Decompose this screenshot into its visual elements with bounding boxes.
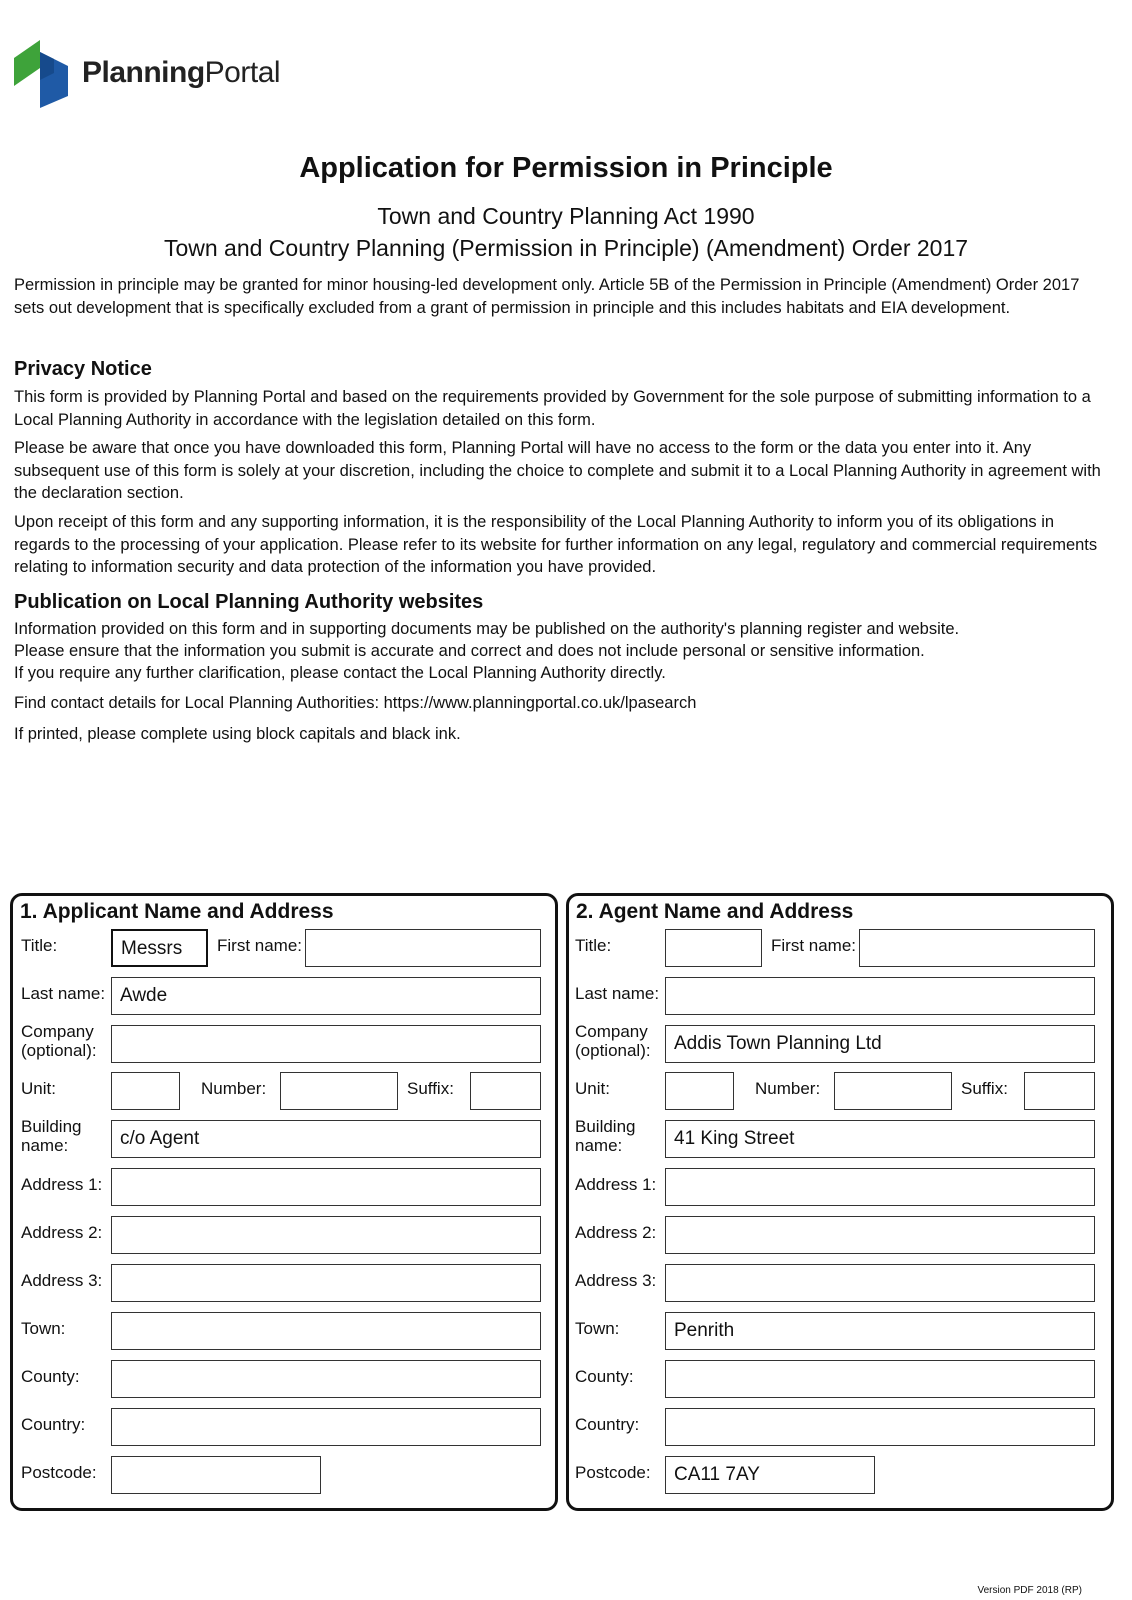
agent-number-field[interactable]: [834, 1072, 952, 1110]
form-subtitle-order: Town and Country Planning (Permission in Principle) (Amendment) Order 2017: [163, 235, 969, 261]
applicant-unit-field[interactable]: [111, 1072, 180, 1110]
agent-address2-label: Address 2:: [575, 1223, 657, 1242]
applicant-suffix-label: Suffix:: [407, 1079, 454, 1098]
privacy-paragraph-1: This form is provided by Planning Portal and based on the requirements provided by Government for the sole purpose of submitting information to a Local Planning Authority in accordance with the legislation detailed on this form.: [14, 388, 1091, 429]
agent-town-field[interactable]: Penrith: [665, 1312, 1095, 1350]
applicant-postcode-label: Postcode:: [21, 1463, 97, 1482]
applicant-address3-label: Address 3:: [21, 1271, 103, 1290]
agent-company-label: Company (optional):: [575, 1022, 651, 1060]
applicant-county-label: County:: [21, 1367, 80, 1386]
applicant-postcode-field[interactable]: [111, 1456, 321, 1494]
applicant-country-field[interactable]: [111, 1408, 541, 1446]
applicant-unit-label: Unit:: [21, 1079, 56, 1098]
publication-heading: Publication on Local Planning Authority websites: [14, 591, 484, 613]
privacy-paragraph-2: Please be aware that once you have downloaded this form, Planning Portal will have no access to the form or the data you enter into it. Any subsequent use of this form is solely at your discretion, including the choice to complete and submit it to a Local Planning Authority in agreement with the declaration section.: [14, 439, 1101, 502]
agent-unit-field[interactable]: [665, 1072, 734, 1110]
applicant-county-field[interactable]: [111, 1360, 541, 1398]
applicant-address1-field[interactable]: [111, 1168, 541, 1206]
agent-address3-label: Address 3:: [575, 1271, 657, 1290]
agent-number-label: Number:: [755, 1079, 821, 1098]
planning-portal-logo: [10, 38, 290, 110]
privacy-paragraph-3: Upon receipt of this form and any supporting information, it is the responsibility of the Local Planning Authority to inform you of its obligations in regards to the processing of your application. Please refer to its website for further information on any legal, regulatory and commercial requirements relating to information security and data protection of the information you have provided.: [14, 513, 1098, 576]
privacy-heading: Privacy Notice: [14, 358, 152, 380]
publication-line-2: Please ensure that the information you submit is accurate and correct and does not include personal or sensitive information.: [14, 642, 925, 660]
agent-title-field[interactable]: [665, 929, 762, 967]
applicant-address1-label: Address 1:: [21, 1175, 103, 1194]
applicant-address3-field[interactable]: [111, 1264, 541, 1302]
applicant-first-name-field[interactable]: [305, 929, 541, 967]
version-label: Version PDF 2018 (RP): [977, 1585, 1082, 1596]
agent-country-field[interactable]: [665, 1408, 1095, 1446]
applicant-company-label: Company (optional):: [21, 1022, 97, 1060]
agent-country-label: Country:: [575, 1415, 640, 1434]
agent-suffix-field[interactable]: [1024, 1072, 1095, 1110]
agent-company-field[interactable]: Addis Town Planning Ltd: [665, 1025, 1095, 1063]
applicant-address2-label: Address 2:: [21, 1223, 103, 1242]
agent-panel-heading: 2. Agent Name and Address: [576, 900, 854, 923]
logo-wordmark: PlanningPortal: [82, 56, 281, 89]
applicant-town-label: Town:: [21, 1319, 66, 1338]
agent-building-field[interactable]: 41 King Street: [665, 1120, 1095, 1158]
agent-title-label: Title:: [575, 936, 612, 955]
applicant-suffix-field[interactable]: [470, 1072, 541, 1110]
agent-postcode-field[interactable]: CA11 7AY: [665, 1456, 875, 1494]
applicant-number-field[interactable]: [280, 1072, 398, 1110]
applicant-title-label: Title:: [21, 936, 58, 955]
agent-last-name-label: Last name:: [575, 984, 660, 1003]
applicant-title-field[interactable]: Messrs: [111, 929, 208, 967]
agent-unit-label: Unit:: [575, 1079, 610, 1098]
applicant-last-name-label: Last name:: [21, 984, 106, 1003]
applicant-company-field[interactable]: [111, 1025, 541, 1063]
agent-county-label: County:: [575, 1367, 634, 1386]
applicant-number-label: Number:: [201, 1079, 267, 1098]
applicant-building-field[interactable]: c/o Agent: [111, 1120, 541, 1158]
applicant-panel: [10, 893, 558, 1511]
applicant-last-name-field[interactable]: Awde: [111, 977, 541, 1015]
publication-line-3: If you require any further clarification, please contact the Local Planning Authority directly.: [14, 664, 666, 682]
agent-building-label: Building name:: [575, 1117, 636, 1155]
agent-address2-field[interactable]: [665, 1216, 1095, 1254]
agent-county-field[interactable]: [665, 1360, 1095, 1398]
agent-first-name-field[interactable]: [859, 929, 1095, 967]
lpa-contact-line: Find contact details for Local Planning Authorities: https://www.planningportal.co.uk/lpasearch: [14, 694, 697, 712]
agent-address3-field[interactable]: [665, 1264, 1095, 1302]
form-title: Application for Permission in Principle: [299, 152, 833, 184]
applicant-first-name-label: First name:: [217, 936, 303, 955]
agent-last-name-field[interactable]: [665, 977, 1095, 1015]
form-subtitle-act: Town and Country Planning Act 1990: [377, 203, 755, 229]
applicant-country-label: Country:: [21, 1415, 86, 1434]
publication-line-1: Information provided on this form and in supporting documents may be published on the authority's planning register and website.: [14, 620, 960, 638]
agent-panel: [566, 893, 1114, 1511]
applicant-panel-heading: 1. Applicant Name and Address: [20, 900, 334, 923]
agent-address1-field[interactable]: [665, 1168, 1095, 1206]
agent-suffix-label: Suffix:: [961, 1079, 1008, 1098]
portal-cube-icon: [10, 38, 74, 108]
agent-address1-label: Address 1:: [575, 1175, 657, 1194]
applicant-address2-field[interactable]: [111, 1216, 541, 1254]
agent-town-label: Town:: [575, 1319, 620, 1338]
intro-paragraph: Permission in principle may be granted for minor housing-led development only. Article 5B of the Permission in Principle (Amendment) Order 2017 sets out development that is specifically excluded from a grant of permission in principle and this includes habitats and EIA development.: [14, 276, 1080, 317]
agent-postcode-label: Postcode:: [575, 1463, 651, 1482]
block-capitals-note: If printed, please complete using block capitals and black ink.: [14, 725, 461, 743]
applicant-town-field[interactable]: [111, 1312, 541, 1350]
agent-first-name-label: First name:: [771, 936, 857, 955]
applicant-building-label: Building name:: [21, 1117, 82, 1155]
